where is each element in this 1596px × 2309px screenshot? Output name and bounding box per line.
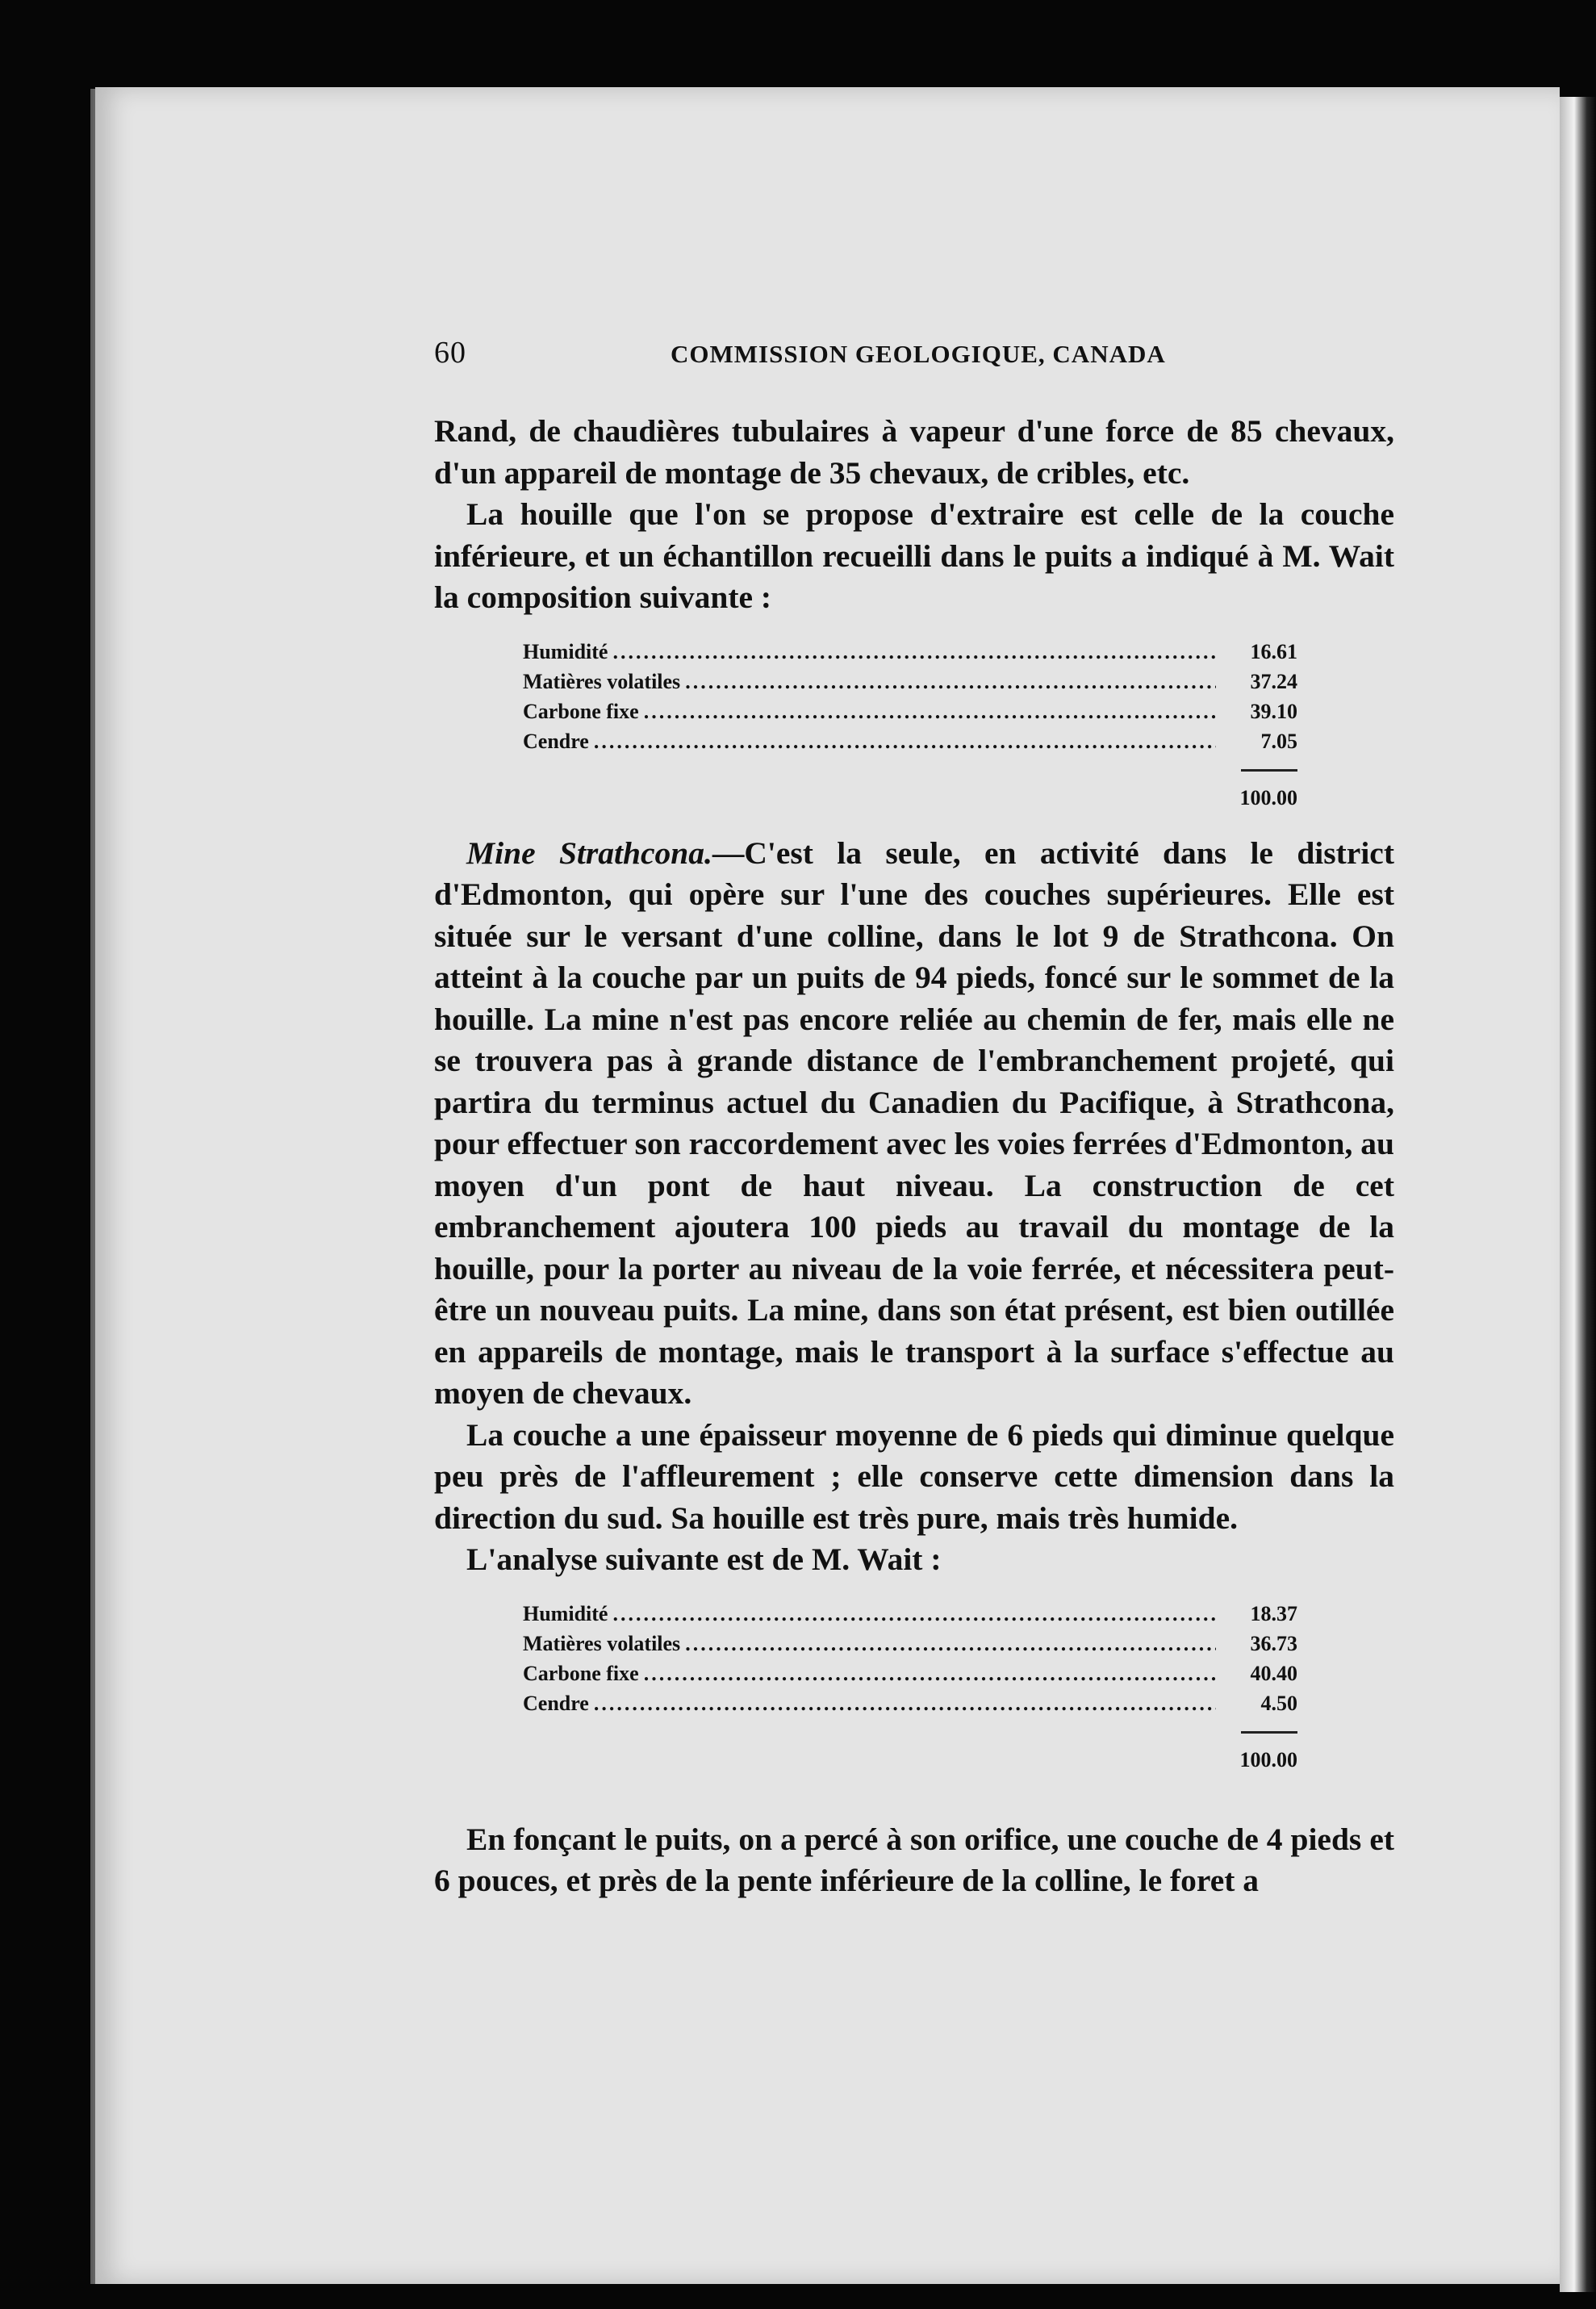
- leader-dots: [594, 1692, 1216, 1716]
- table-row: [523, 670, 1297, 700]
- row-value: 18.37: [1250, 1601, 1297, 1625]
- leader-dots: [685, 1632, 1216, 1656]
- table-row: [523, 1692, 1297, 1721]
- section-title: Mine Strathcona.: [466, 835, 712, 871]
- row-label: Cendre: [523, 1691, 589, 1715]
- table-row: [523, 1602, 1297, 1632]
- page-number: 60: [434, 336, 466, 370]
- row-label: Matières volatiles: [523, 669, 681, 693]
- paragraph-2: La houille que l'on se propose d'extraire est celle de la couche inférieure, et un échantillon recueilli dans le puits a indiqué à M. Wait la composition suivante :: [434, 496, 1394, 615]
- row-label: Humidité: [523, 1601, 608, 1625]
- paragraph-4: La couche a une épaisseur moyenne de 6 pieds qui diminue quelque peu près de l'affleurement ; elle conserve cette dimension dans la direction du sud. Sa houille est très pure, mais très humide.: [434, 1416, 1394, 1536]
- leader-dots: [594, 730, 1216, 754]
- row-value: 36.73: [1250, 1631, 1297, 1655]
- table-row: [523, 730, 1297, 759]
- table-total: 100.00: [1239, 1747, 1297, 1771]
- leader-dots: [644, 1662, 1216, 1686]
- row-value: 39.10: [1250, 699, 1297, 723]
- paragraph-1: Rand, de chaudières tubulaires à vapeur d'une force de 85 chevaux, d'un appareil de montage de 35 chevaux, de cribles, etc.: [434, 413, 1394, 491]
- row-value: 37.24: [1250, 669, 1297, 693]
- row-value: 40.40: [1250, 1661, 1297, 1685]
- table-total: 100.00: [1239, 785, 1297, 809]
- paragraph-3-body: —C'est la seule, en activité dans le district d'Edmonton, qui opère sur l'une des couches supérieures. Elle est située sur le versant d'une colline, dans le lot 9 de Strathcona. On atteint à la couche par un puits de 94 pieds, foncé sur le sommet de la houille. La mine n'est pas encore reliée au chemin de fer, mais elle ne se trouvera pas à grande distance de l'embranchement projeté, qui partira du terminus actuel du Canadien du Pacifique, à Strathcona, pour effectuer son raccordement avec les voies ferrées d'Edmonton, au moyen d'un pont de haut niveau. La construction de cet embranchement ajoutera 100 pieds au travail du montage de la houille, pour la porter au niveau de la voie ferrée, et nécessitera peut-être un nouveau puits. La mine, dans son état présent, est bien outillée en appareils de montage, mais le transport à la surface s'effectue au moyen de chevaux.: [434, 835, 1394, 1411]
- table-row: [523, 640, 1297, 670]
- leader-dots: [612, 640, 1216, 664]
- row-value: 7.05: [1260, 729, 1297, 753]
- paragraph-3: [434, 833, 1394, 1415]
- row-label: Humidité: [523, 639, 608, 663]
- row-label: Cendre: [523, 729, 589, 753]
- leader-dots: [644, 700, 1216, 724]
- running-title: COMMISSION GEOLOGIQUE, CANADA: [671, 340, 1166, 368]
- table-row: [523, 1632, 1297, 1662]
- spacer: [434, 1795, 1394, 1819]
- leader-dots: [685, 670, 1216, 694]
- page-text: [434, 335, 1394, 1902]
- composition-table-1: [523, 640, 1297, 818]
- row-label: Carbone fixe: [523, 1661, 639, 1685]
- row-label: Carbone fixe: [523, 699, 639, 723]
- table-row: [523, 1662, 1297, 1692]
- row-value: 16.61: [1250, 639, 1297, 663]
- paragraph-5: L'analyse suivante est de M. Wait :: [466, 1541, 942, 1577]
- page-edge: [1560, 97, 1596, 2292]
- composition-table-2: [523, 1602, 1297, 1780]
- leader-dots: [612, 1602, 1216, 1626]
- row-value: 4.50: [1260, 1691, 1297, 1715]
- page-header: [434, 335, 1394, 375]
- row-label: Matières volatiles: [523, 1631, 681, 1655]
- paragraph-6: En fonçant le puits, on a percé à son orifice, une couche de 4 pieds et 6 pouces, et près de la pente inférieure de la colline, le foret a: [434, 1821, 1394, 1898]
- table-row: [523, 700, 1297, 730]
